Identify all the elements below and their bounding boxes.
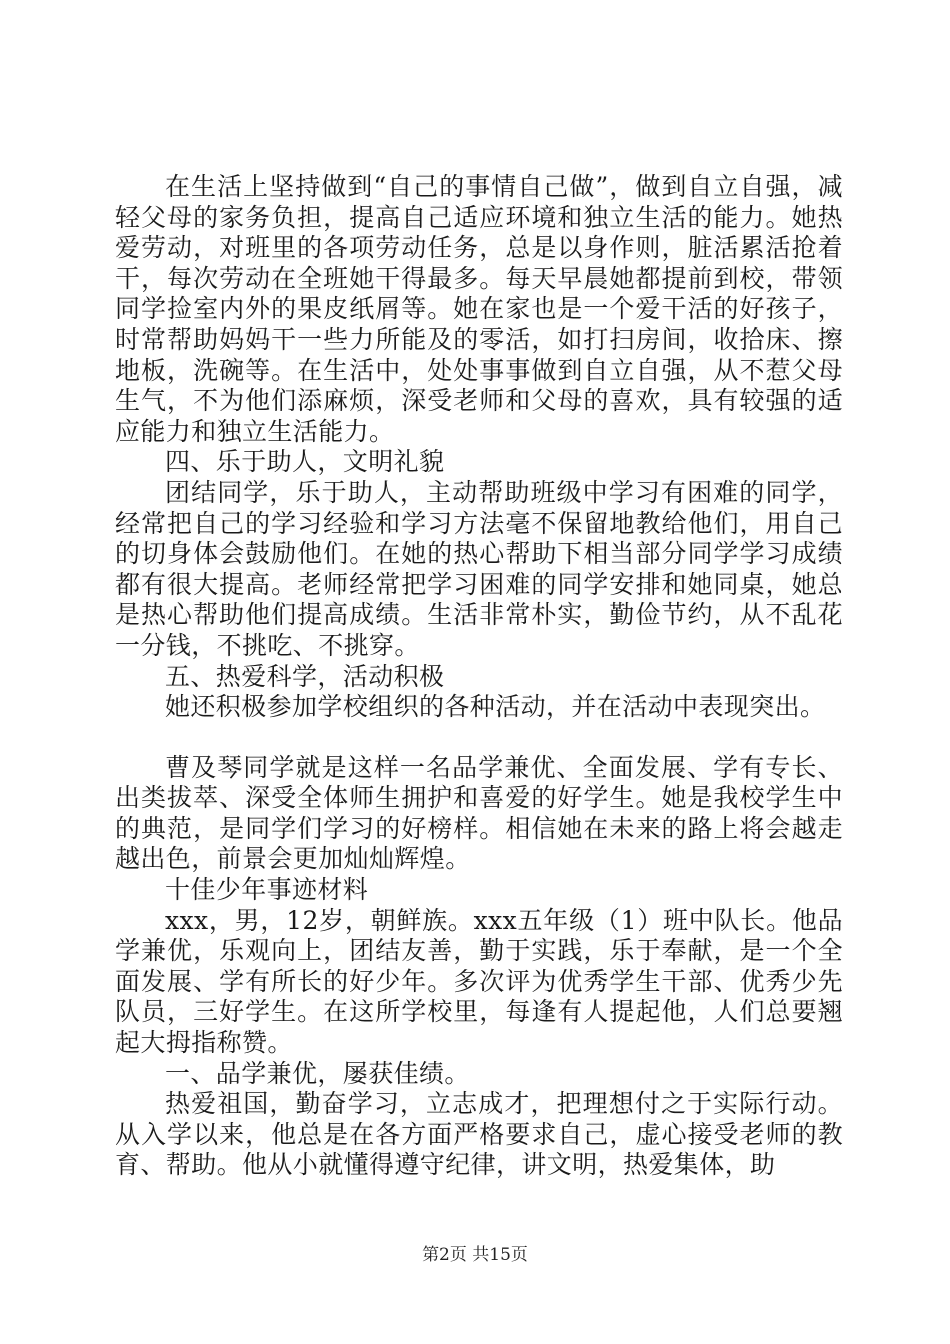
paragraph-conclusion: 曹及琴同学就是这样一名品学兼优、全面发展、学有专长、出类拔萃、深受全体师生拥护和喜爱的好学生。她是我校学生中的典范，是同学们学习的好榜样。相信她在未来的路上将会越走越出色，前景会更加灿灿辉煌。 [115, 752, 843, 874]
paragraph-activities: 她还积极参加学校组织的各种活动，并在活动中表现突出。 [165, 692, 826, 722]
paragraph-life-independence: 在生活上坚持做到“自己的事情自己做”，做到自立自强，减轻父母的家务负担，提高自己适应环境和独立生活的能力。她热爱劳动，对班里的各项劳动任务，总是以身作则，脏活累活抢着干，每次劳动在全班她干得最多。每天早晨她都提前到校，带领同学捡室内外的果皮纸屑等。她在家也是一个爱干活的好孩子，时常帮助妈妈干一些力所能及的零活，如打扫房间，收拾床、擦地板，洗碗等。在生活中，处处事事做到自立自强，从不惹父母生气，不为他们添麻烦，深受老师和父母的喜欢，具有较强的适应能力和独立生活能力。 [115, 172, 843, 446]
paragraph-student-intro: xxx，男，12岁，朝鲜族。xxx五年级（1）班中队长。他品学兼优，乐观向上，团结友善，勤于实践，乐于奉献，是一个全面发展、学有所长的好少年。多次评为优秀学生干部、优秀少先队员，三好学生。在这所学校里，每逢有人提起他，人们总要翘起大拇指称赞。 [115, 905, 843, 1058]
paragraph-patriotism: 热爱祖国，勤奋学习，立志成才，把理想付之于实际行动。从入学以来，他总是在各方面严格要求自己，虚心接受老师的教育、帮助。他从小就懂得遵守纪律，讲文明，热爱集体，助 [115, 1089, 843, 1180]
document-body [115, 172, 843, 1181]
section-heading-achievements: 一、品学兼优，屡获佳绩。 [165, 1058, 470, 1088]
section-title-top-ten: 十佳少年事迹材料 [165, 875, 369, 905]
section-heading-helpful: 四、乐于助人，文明礼貌 [165, 447, 445, 477]
page-number-footer: 第2页 共15页 [422, 1245, 528, 1265]
section-heading-science: 五、热爱科学，活动积极 [165, 661, 445, 691]
paragraph-helping-classmates: 团结同学，乐于助人，主动帮助班级中学习有困难的同学，经常把自己的学习经验和学习方法毫不保留地教给他们，用自己的切身体会鼓励他们。在她的热心帮助下相当部分同学学习成绩都有很大提高。老师经常把学习困难的同学安排和她同桌，她总是热心帮助他们提高成绩。生活非常朴实，勤俭节约，从不乱花一分钱，不挑吃、不挑穿。 [115, 477, 843, 660]
